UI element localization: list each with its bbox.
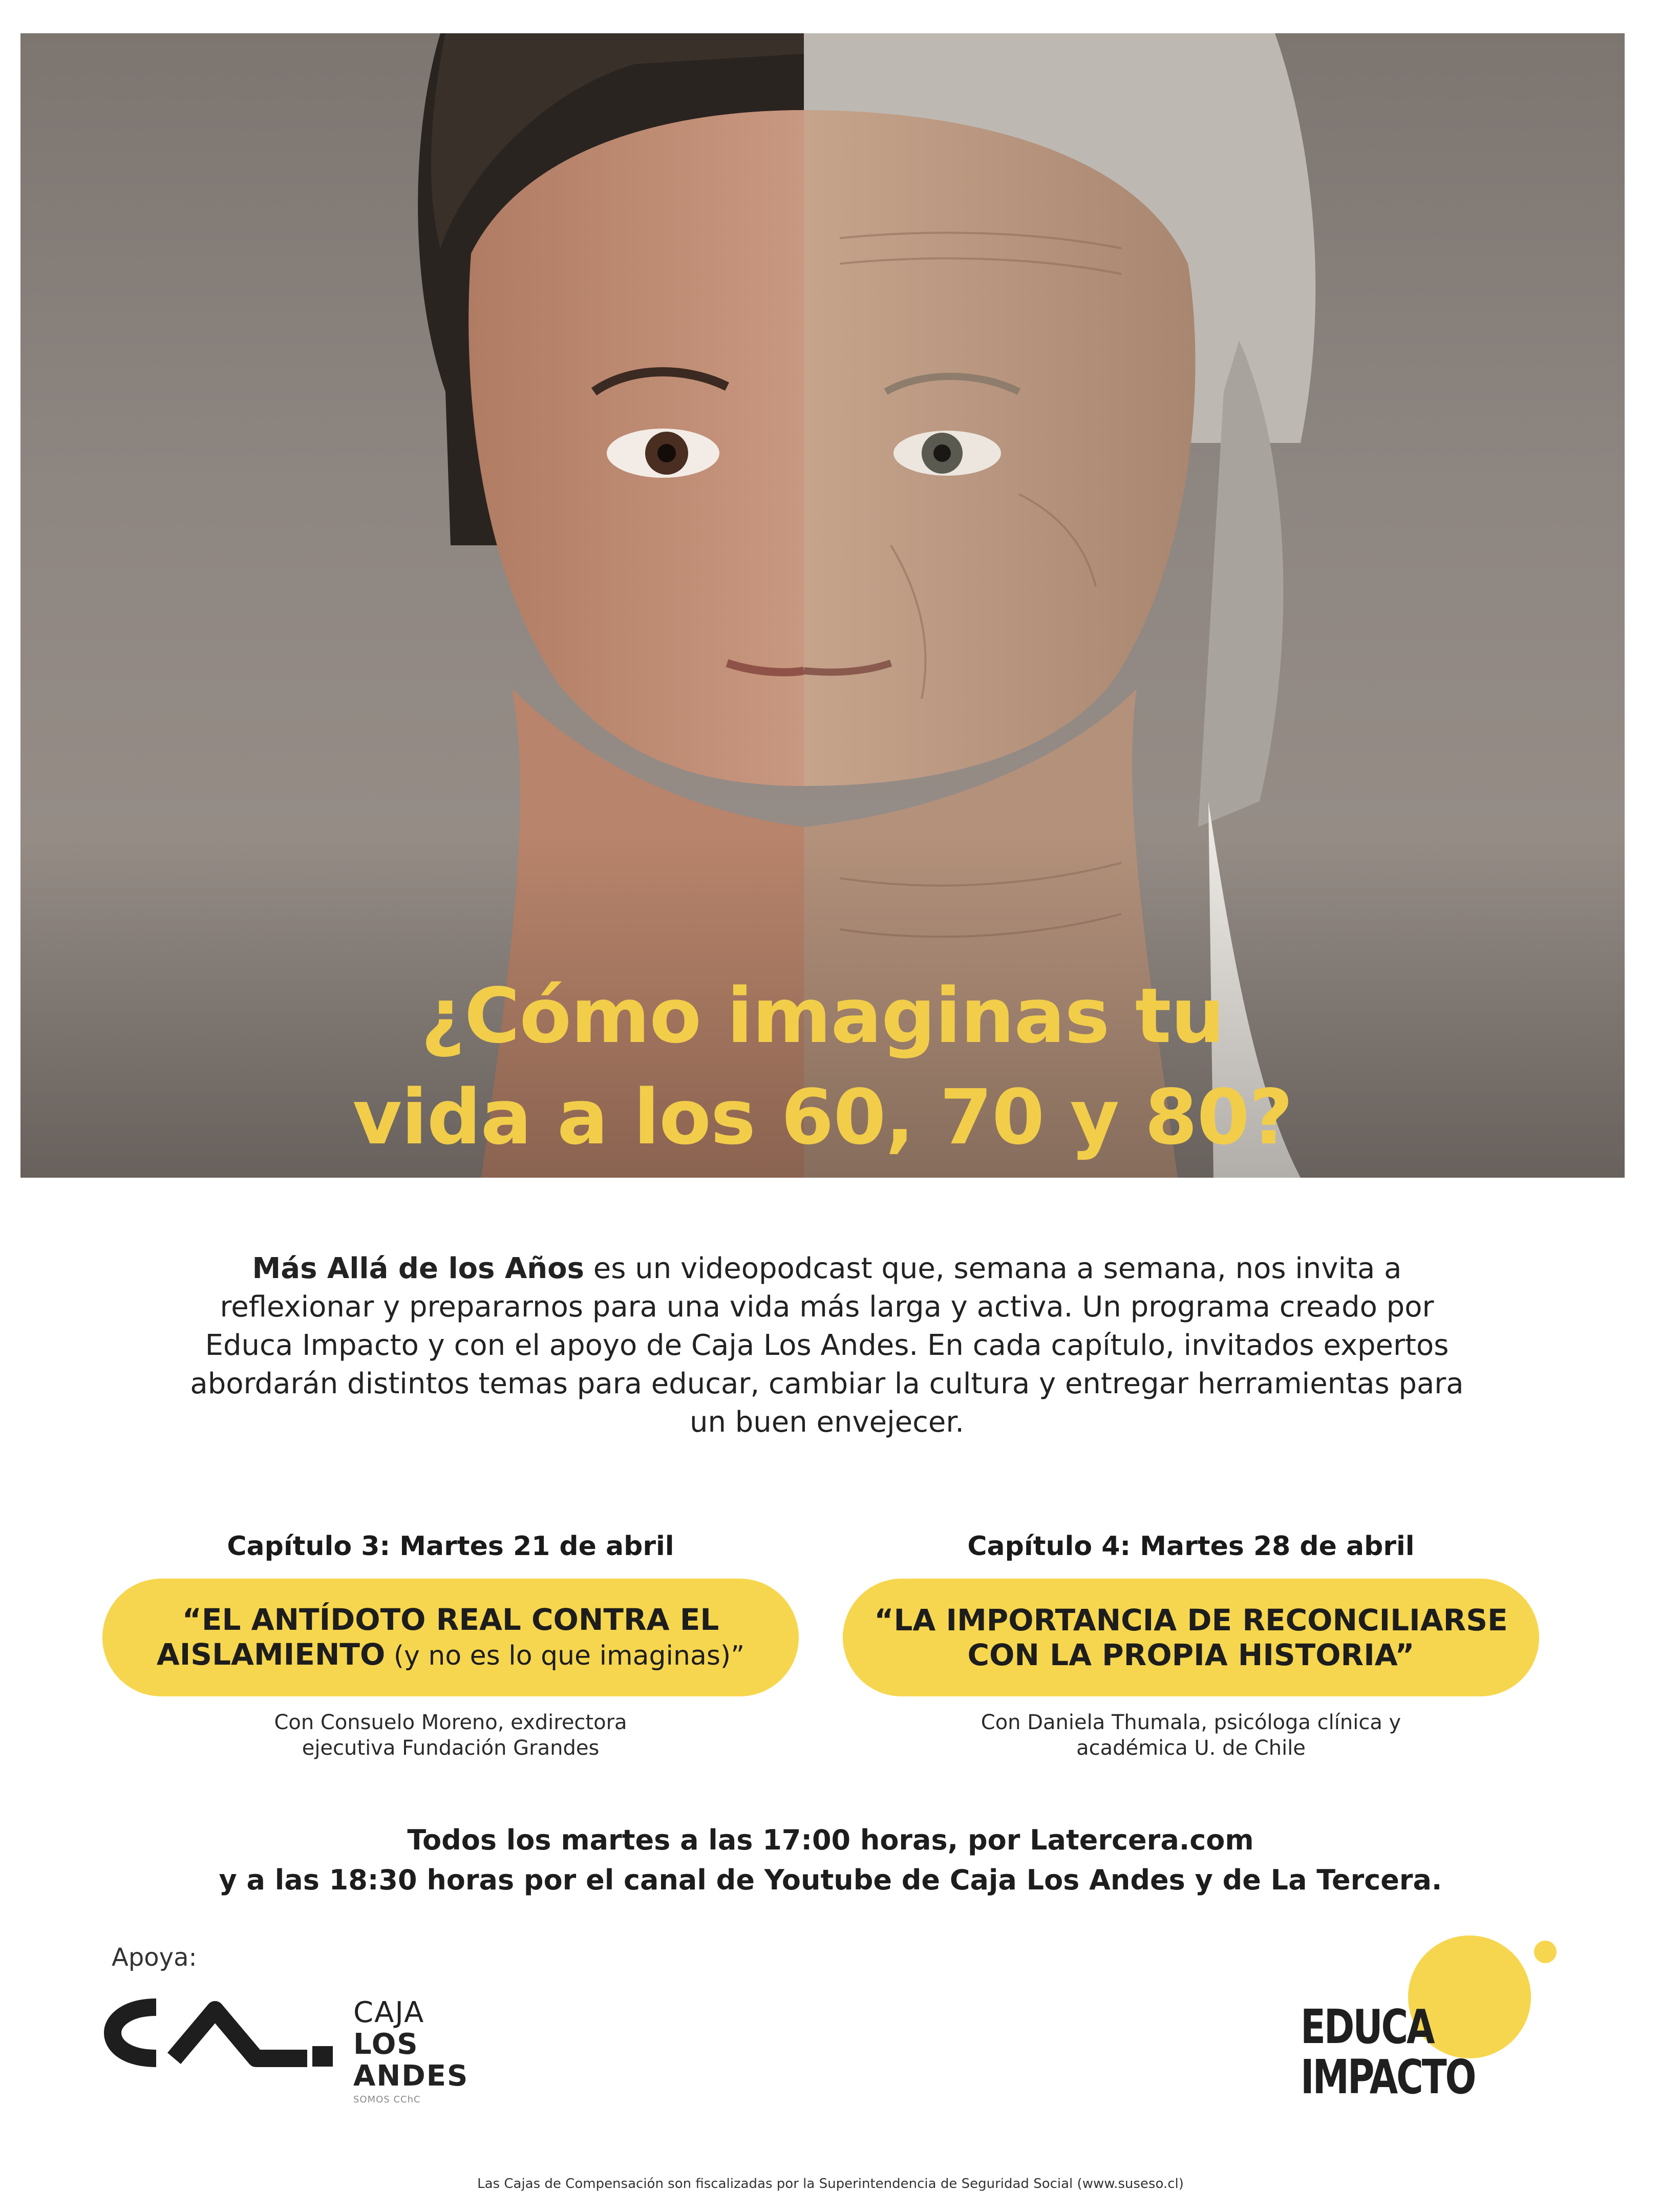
hero-headline-line1: ¿Cómo imaginas tu — [420, 972, 1224, 1060]
caja-los-andes-wordmark — [353, 1997, 469, 2108]
chapter-title-line1: “EL ANTÍDOTO REAL CONTRA EL — [182, 1602, 719, 1637]
chapter-4-card — [843, 1528, 1539, 1761]
chapter-title-line2: CON LA PROPIA HISTORIA” — [967, 1637, 1415, 1672]
support-label: Apoya: — [112, 1943, 197, 1972]
schedule-line1: Todos los martes a las 17:00 horas, por Latercera.com — [407, 1824, 1254, 1856]
caja-tagline: SOMOS CChC — [353, 2094, 421, 2105]
chapter-title-bold: AISLAMIENTO — [156, 1636, 386, 1672]
educa-impacto-logo — [1301, 1930, 1567, 2125]
chapter-guest-line1: Con Consuelo Moreno, exdirectora — [274, 1711, 627, 1734]
podcast-name: Más Allá de los Años — [252, 1252, 584, 1285]
chapter-title-line2 — [157, 1637, 744, 1673]
educa-impacto-wordmark — [1301, 2002, 1475, 2102]
caja-wordmark-line2: LOS — [353, 2028, 419, 2061]
chapter-title-line1: “LA IMPORTANCIA DE RECONCILIARSE — [874, 1603, 1508, 1637]
educa-wordmark-line1: EDUCA — [1301, 2000, 1434, 2054]
intro-paragraph — [184, 1249, 1470, 1441]
educa-wordmark-line2: IMPACTO — [1301, 2050, 1475, 2104]
hero-photo — [20, 33, 1625, 1178]
chapter-guest-line2: ejecutiva Fundación Grandes — [302, 1736, 600, 1760]
broadcast-schedule — [102, 1820, 1559, 1900]
chapter-guest — [102, 1710, 799, 1761]
hero-headline-line2: vida a los 60, 70 y 80? — [352, 1073, 1293, 1161]
chapter-title-pill — [102, 1579, 799, 1696]
intro-text: es un videopodcast que, semana a semana, nos invita a reflexionar y prepararnos para una vida más larga y activa. Un programa creado por Educa Impacto y con el apoyo de Caja Los Andes. En cada capítulo, invitados expertos abordarán distintos temas para educar, cambiar la cultura y entregar herramientas para un buen envejecer. — [190, 1252, 1464, 1439]
legal-footnote: Las Cajas de Compensación son fiscalizadas por la Superintendencia de Seguridad Social (www.suseso.cl) — [477, 2176, 1184, 2192]
caja-wordmark-line3: ANDES — [353, 2059, 469, 2093]
hero-headline — [20, 965, 1625, 1168]
chapter-3-card — [102, 1528, 799, 1761]
caja-los-andes-logo-icon — [102, 1997, 338, 2069]
chapter-label: Capítulo 3: Martes 21 de abril — [227, 1531, 674, 1562]
caja-wordmark-line1: CAJA — [353, 1996, 425, 2029]
chapter-title-pill — [843, 1579, 1539, 1696]
chapter-guest — [843, 1710, 1539, 1761]
schedule-line2: y a las 18:30 horas por el canal de Youtube de Caja Los Andes y de La Tercera. — [219, 1864, 1442, 1896]
chapter-title-light: (y no es lo que imaginas)” — [385, 1640, 745, 1671]
chapter-label: Capítulo 4: Martes 28 de abril — [967, 1531, 1415, 1562]
chapter-guest-line1: Con Daniela Thumala, psicóloga clínica y — [981, 1711, 1401, 1734]
chapter-guest-line2: académica U. de Chile — [1076, 1736, 1306, 1760]
